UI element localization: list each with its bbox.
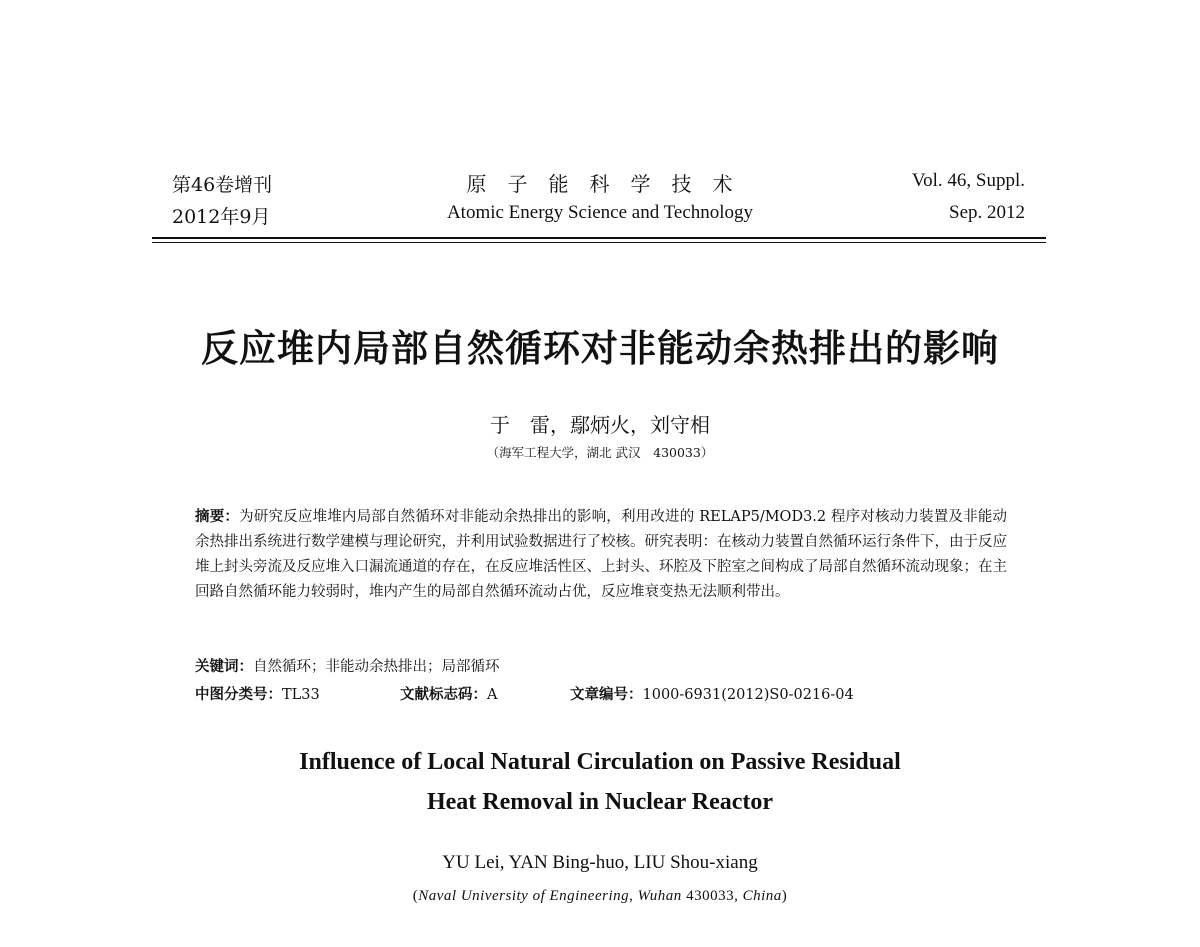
document-code-value: A — [487, 687, 498, 703]
affiliation-en-sep: , — [629, 888, 638, 904]
paper-title-cn: 反应堆内局部自然循环对非能动余热排出的影响 — [201, 327, 999, 370]
document-code — [400, 683, 570, 704]
header-rule-thick — [152, 237, 1046, 239]
clc-number — [195, 683, 400, 704]
keywords-text: 自然循环；非能动余热排出；局部循环 — [253, 659, 500, 675]
paper-title-en-line2: Heat Removal in Nuclear Reactor — [426, 789, 774, 815]
paper-title-en — [0, 742, 1200, 822]
authors-en: YU Lei, YAN Bing-huo, LIU Shou-xiang — [442, 852, 758, 873]
affiliation-en-institution: Naval University of Engineering — [418, 888, 630, 904]
article-number-value: 1000-6931(2012)S0-0216-04 — [642, 687, 854, 703]
article-number — [570, 683, 854, 704]
keywords-label: 关键词： — [195, 659, 253, 675]
clc-value: TL33 — [282, 687, 320, 703]
affiliation-en-close: ) — [781, 888, 788, 904]
affiliation-en-open: ( — [412, 888, 419, 904]
authors-cn: 于 雷，鄢炳火，刘守相 — [490, 413, 710, 437]
affiliation-cn: （海军工程大学，湖北 武汉 430033） — [486, 445, 714, 460]
journal-name-cn: 原子能科学技术 — [466, 172, 754, 196]
abstract — [195, 505, 1007, 605]
article-number-label: 文章编号： — [570, 687, 643, 703]
abstract-label: 摘要： — [195, 509, 240, 525]
abstract-text: 为研究反应堆堆内局部自然循环对非能动余热排出的影响，利用改进的 RELAP5/MOD3.2 程序对核动力装置及非能动余热排出系统进行数学建模与理论研究，并利用试验数据进行了校核。研究表明：在核动力装置自然循环运行条件下，由于反应堆上封头旁流及反应堆入口漏流通道的存在，在反应堆活性区、上封头、环腔及下腔室之间构成了局部自然循环流动现象；在主回路自然循环能力较弱时，堆内产生的局部自然循环流动占优，反应堆衰变热无法顺利带出。 — [195, 509, 1008, 600]
volume-en: Vol. 46, Suppl. — [911, 170, 1025, 191]
classification-row — [195, 683, 1007, 704]
affiliation-en-city: Wuhan — [637, 888, 682, 904]
date-cn: 2012年9月 — [172, 206, 271, 228]
header-rule-thin — [152, 242, 1046, 243]
clc-label: 中图分类号： — [195, 687, 282, 703]
journal-name-en: Atomic Energy Science and Technology — [446, 202, 754, 223]
document-code-label: 文献标志码： — [400, 687, 487, 703]
affiliation-en-country: China — [742, 888, 782, 904]
keywords — [195, 655, 500, 676]
affiliation-en — [0, 888, 1200, 905]
paper-title-en-line1: Influence of Local Natural Circulation on Passive Residual — [299, 749, 901, 775]
affiliation-en-postcode: 430033, — [681, 888, 743, 904]
volume-cn: 第46卷增刊 — [172, 174, 273, 196]
date-en: Sep. 2012 — [949, 202, 1025, 223]
